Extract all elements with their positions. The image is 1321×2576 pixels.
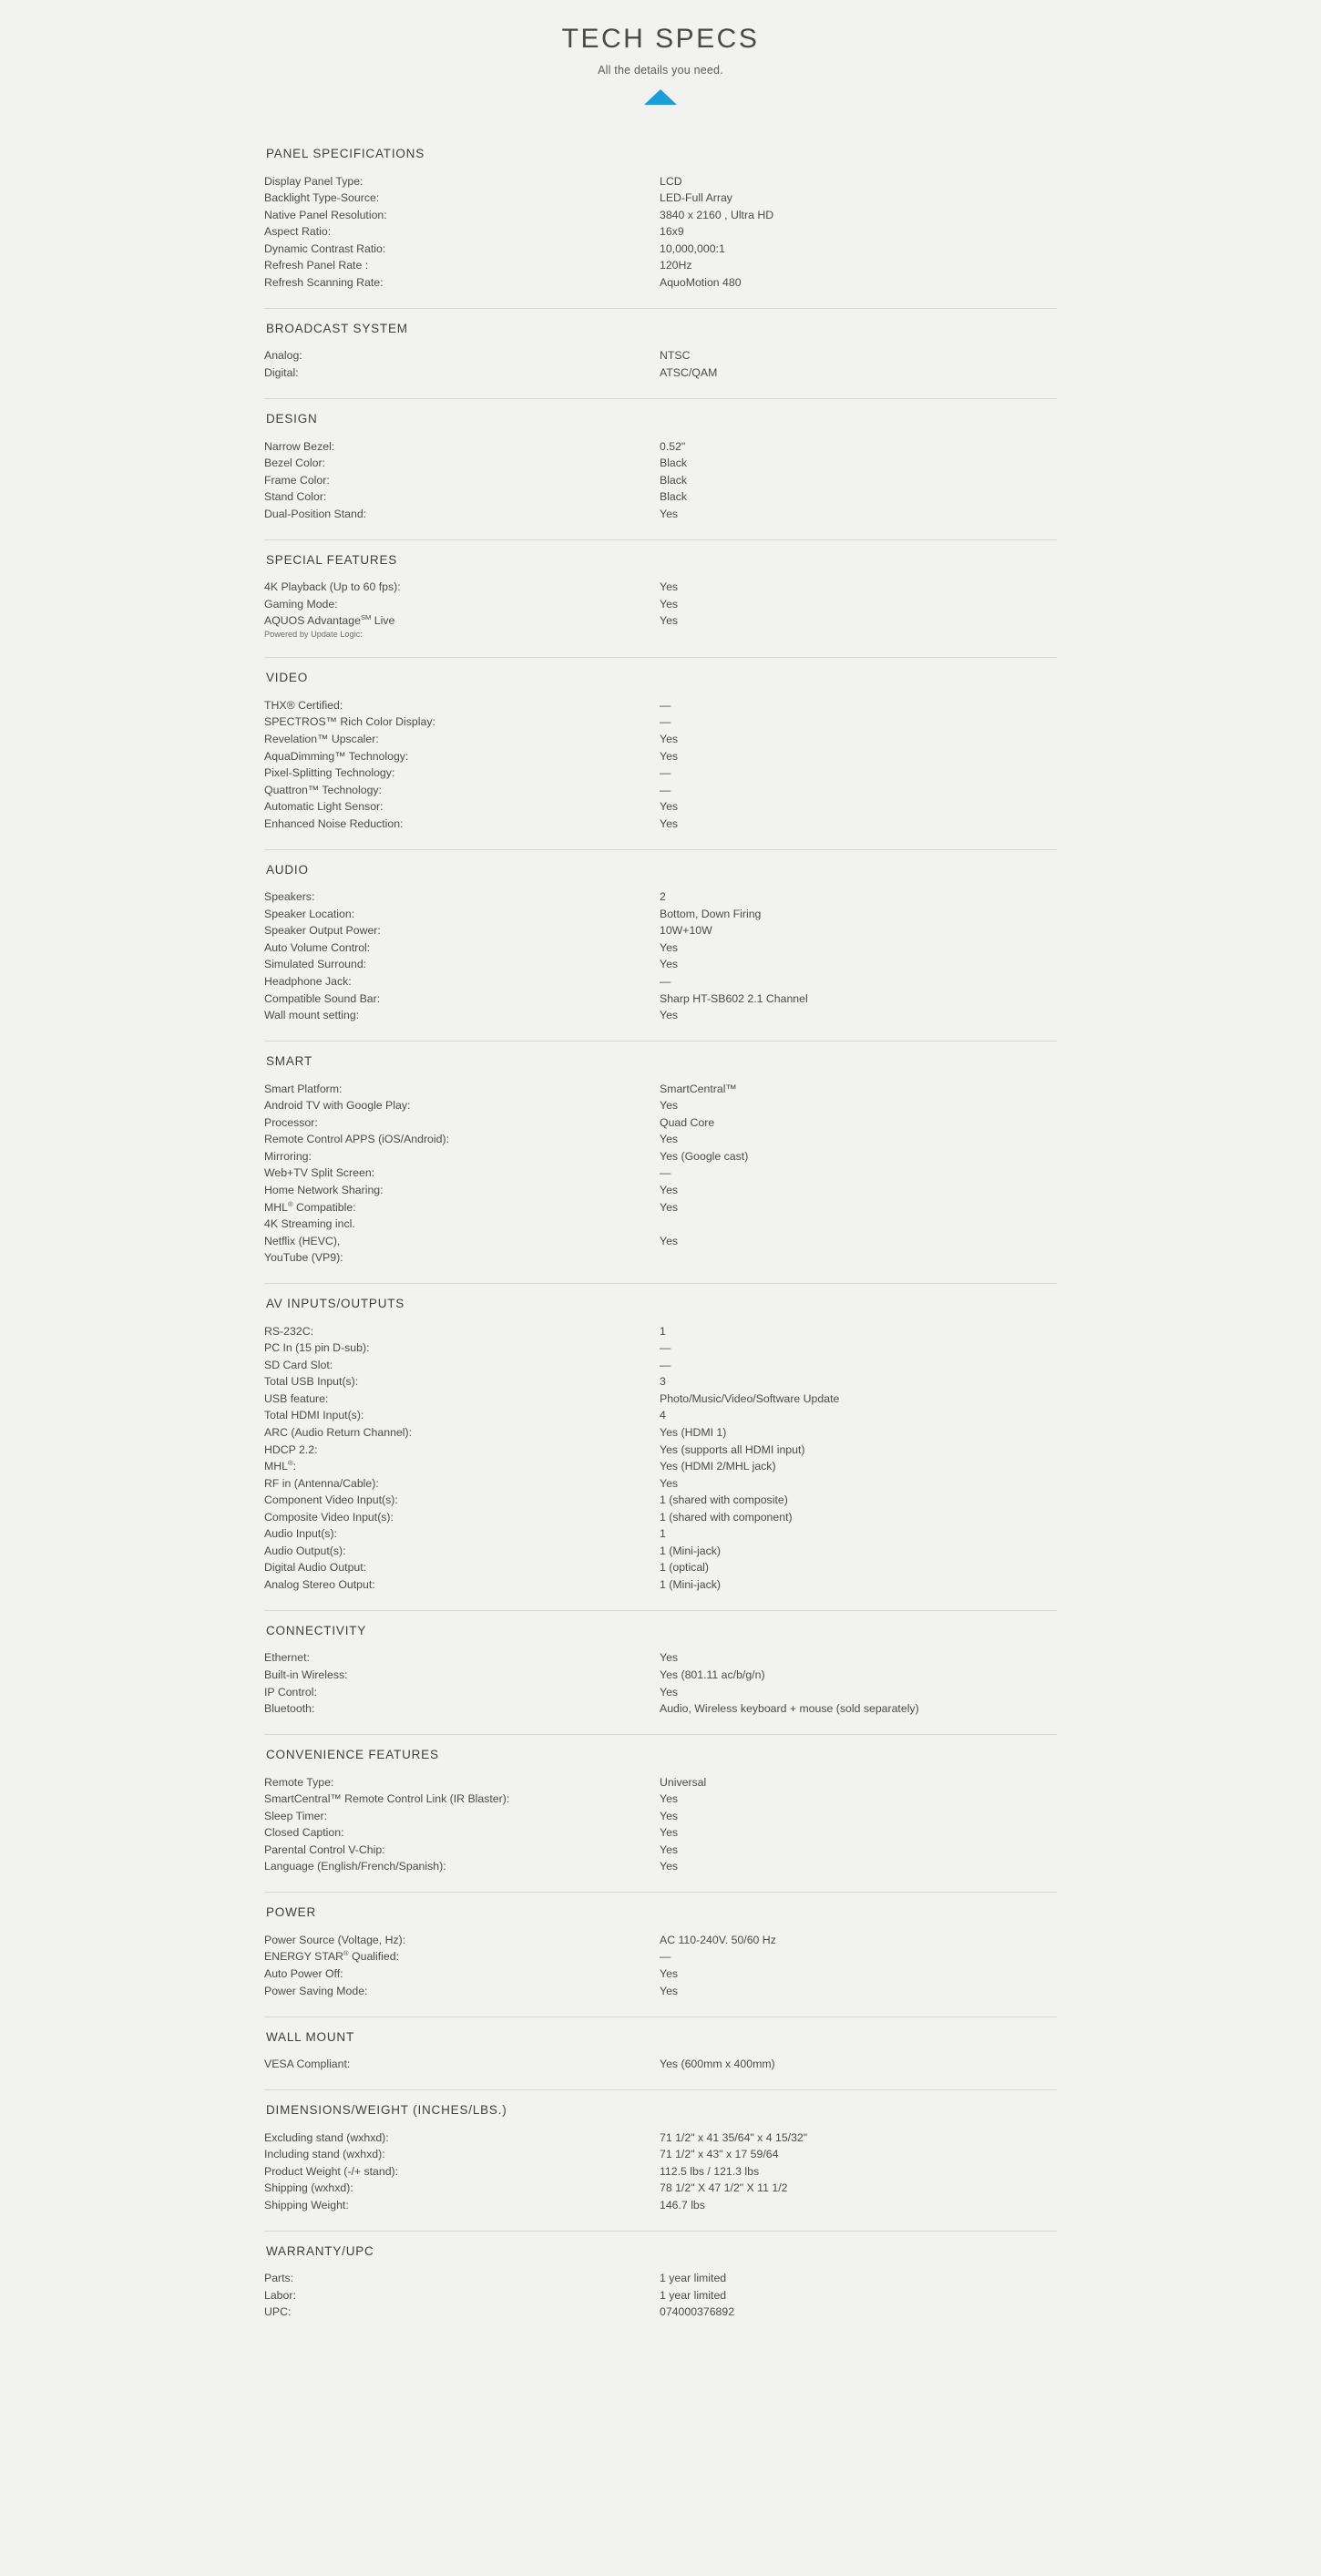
spec-label: Auto Volume Control:: [264, 940, 371, 954]
spec-table: [264, 697, 1057, 832]
table-row: [264, 1509, 1057, 1526]
spec-section: [264, 657, 1057, 848]
spec-label: RS-232C:: [264, 1324, 313, 1338]
spec-value: 1 year limited: [660, 2272, 727, 2285]
spec-value: 1 (shared with component): [660, 1510, 793, 1524]
spec-value: Yes (801.11 ac/b/g/n): [660, 1668, 765, 1681]
spec-value: 074000376892: [660, 2305, 735, 2319]
spec-value: Yes: [660, 614, 679, 628]
spec-value: 1 (Mini-jack): [660, 1544, 721, 1557]
table-row: [264, 506, 1057, 523]
table-row: [264, 782, 1057, 799]
spec-value: 71 1/2" x 43" x 17 59/64: [660, 2148, 779, 2161]
spec-label: Gaming Mode:: [264, 597, 338, 611]
spec-value: Yes: [660, 1651, 679, 1665]
spec-value: Black: [660, 457, 688, 470]
spec-label: Parental Control V-Chip:: [264, 1842, 385, 1856]
table-row: [264, 1458, 1057, 1475]
spec-label: Enhanced Noise Reduction:: [264, 816, 404, 830]
spec-label: Frame Color:: [264, 473, 330, 487]
spec-value: Black: [660, 490, 688, 504]
table-row: [264, 1442, 1057, 1459]
spec-value: Bottom, Down Firing: [660, 907, 762, 920]
spec-value: 71 1/2" x 41 35/64" x 4 15/32": [660, 2130, 808, 2144]
spec-label: Power Source (Voltage, Hz):: [264, 1933, 406, 1946]
spec-table: [264, 2057, 1057, 2074]
table-row: [264, 2163, 1057, 2181]
spec-value: 1 year limited: [660, 2288, 727, 2302]
spec-table: [264, 1774, 1057, 1875]
spec-label: Composite Video Input(s):: [264, 1510, 394, 1524]
spec-table: [264, 580, 1057, 641]
spec-value: 4: [660, 1409, 666, 1422]
spec-label: Shipping (wxhxd):: [264, 2181, 353, 2195]
spec-value: 1 (shared with composite): [660, 1493, 788, 1507]
table-row: [264, 455, 1057, 472]
spec-label: Narrow Bezel:: [264, 439, 335, 453]
spec-value: Yes (supports all HDMI input): [660, 1442, 805, 1456]
spec-label: Netflix (HEVC),: [264, 1234, 341, 1247]
spec-label: Built-in Wireless:: [264, 1668, 348, 1681]
spec-value: 1: [660, 1527, 666, 1541]
spec-label: VESA Compliant:: [264, 2058, 351, 2071]
spec-label: 4K Streaming incl.: [264, 1217, 355, 1231]
spec-label: Dynamic Contrast Ratio:: [264, 241, 386, 255]
spec-value: Yes (Google cast): [660, 1149, 749, 1163]
table-row: [264, 2057, 1057, 2074]
spec-label: AQUOS Advantage℠ Live Powered by Update Logic:: [264, 613, 660, 641]
table-row: [264, 596, 1057, 613]
table-row: [264, 906, 1057, 923]
table-row: [264, 1949, 1057, 1966]
spec-section: [264, 2017, 1057, 2090]
spec-section-title: VIDEO: [266, 671, 309, 685]
table-row: [264, 2197, 1057, 2214]
table-row: [264, 748, 1057, 765]
spec-value: LCD: [660, 174, 682, 188]
spec-table: [264, 173, 1057, 292]
spec-value: Yes: [660, 1133, 679, 1146]
spec-label: Analog:: [264, 349, 302, 363]
spec-label: Smart Platform:: [264, 1082, 343, 1095]
spec-value: Universal: [660, 1775, 707, 1789]
spec-value: —: [660, 1950, 671, 1964]
spec-value: 10,000,000:1: [660, 241, 725, 255]
table-row: [264, 1932, 1057, 1949]
table-row: [264, 731, 1057, 748]
table-row: [264, 580, 1057, 597]
spec-label: Bezel Color:: [264, 457, 325, 470]
table-row: [264, 190, 1057, 208]
spec-value: Black: [660, 473, 688, 487]
spec-section: [264, 147, 1057, 308]
table-row: [264, 1825, 1057, 1842]
spec-label: Speaker Output Power:: [264, 924, 381, 938]
table-row: [264, 274, 1057, 292]
table-row: [264, 1791, 1057, 1809]
spec-label: Product Weight (-/+ stand):: [264, 2164, 399, 2178]
spec-label: Dual-Position Stand:: [264, 507, 367, 520]
spec-value: —: [660, 975, 671, 989]
spec-label: YouTube (VP9):: [264, 1251, 343, 1265]
spec-section: [264, 1041, 1057, 1283]
spec-label: RF in (Antenna/Cable):: [264, 1476, 379, 1490]
spec-value: AC 110-240V. 50/60 Hz: [660, 1933, 776, 1946]
table-row: [264, 2271, 1057, 2288]
spec-section-title: SPECIAL FEATURES: [266, 552, 398, 567]
spec-label: THX® Certified:: [264, 698, 343, 712]
spec-label: Home Network Sharing:: [264, 1183, 384, 1196]
spec-label: Native Panel Resolution:: [264, 208, 387, 221]
table-row: [264, 1667, 1057, 1684]
spec-section: [264, 1892, 1057, 2016]
spec-label: Android TV with Google Play:: [264, 1099, 411, 1113]
spec-value: Yes: [660, 733, 679, 746]
spec-section: [264, 398, 1057, 539]
table-row: [264, 224, 1057, 241]
spec-value: Yes (HDMI 1): [660, 1425, 727, 1439]
table-row: [264, 489, 1057, 507]
table-row: [264, 1008, 1057, 1025]
spec-table: [264, 1081, 1057, 1267]
spec-label: Digital Audio Output:: [264, 1561, 367, 1575]
page-subtitle: All the details you need.: [598, 64, 723, 77]
spec-section: [264, 2089, 1057, 2231]
table-row: [264, 2130, 1057, 2147]
spec-label: Simulated Surround:: [264, 958, 367, 971]
spec-label-note: Powered by Update Logic:: [264, 629, 363, 639]
spec-table: [264, 1932, 1057, 1999]
spec-value: 146.7 lbs: [660, 2198, 705, 2212]
table-row: [264, 2287, 1057, 2304]
spec-section: [264, 2231, 1057, 2338]
table-row: [264, 2181, 1057, 2198]
table-row: [264, 2304, 1057, 2322]
spec-label: Excluding stand (wxhxd):: [264, 2130, 389, 2144]
spec-value: Yes: [660, 1860, 679, 1873]
specs-content: [264, 147, 1057, 2337]
spec-section: [264, 1283, 1057, 1610]
spec-label: Language (English/French/Spanish):: [264, 1860, 446, 1873]
spec-section-title: AV INPUTS/OUTPUTS: [266, 1297, 405, 1311]
spec-label: Total HDMI Input(s):: [264, 1409, 364, 1422]
spec-value: Yes: [660, 580, 679, 594]
spec-label: Automatic Light Sensor:: [264, 800, 384, 814]
table-row: [264, 1165, 1057, 1183]
spec-section-title: WALL MOUNT: [266, 2029, 355, 2044]
spec-section-title: SMART: [266, 1054, 313, 1069]
spec-value: —: [660, 783, 671, 796]
table-row: [264, 1391, 1057, 1408]
spec-value: Yes: [660, 507, 679, 520]
spec-value: Yes: [660, 597, 679, 611]
table-row: [264, 816, 1057, 833]
spec-label: MHL® Compatible:: [264, 1199, 356, 1214]
table-row: [264, 2147, 1057, 2164]
spec-label: Total USB Input(s):: [264, 1375, 359, 1389]
spec-value: Yes (HDMI 2/MHL jack): [660, 1460, 776, 1473]
table-row: [264, 173, 1057, 190]
table-row: [264, 1216, 1057, 1233]
spec-label: USB feature:: [264, 1391, 329, 1405]
spec-table: [264, 1650, 1057, 1718]
spec-section-title: CONVENIENCE FEATURES: [266, 1748, 439, 1762]
spec-value: NTSC: [660, 349, 691, 363]
table-row: [264, 939, 1057, 957]
spec-section-title: CONNECTIVITY: [266, 1623, 367, 1637]
table-row: [264, 1199, 1057, 1216]
spec-table: [264, 348, 1057, 382]
table-row: [264, 799, 1057, 816]
spec-label: Mirroring:: [264, 1149, 312, 1163]
spec-value: 120Hz: [660, 259, 692, 272]
table-row: [264, 1650, 1057, 1668]
spec-label: Closed Caption:: [264, 1826, 344, 1840]
spec-label: Speaker Location:: [264, 907, 355, 920]
table-row: [264, 364, 1057, 382]
spec-value: Yes: [660, 1792, 679, 1806]
spec-label: Sleep Timer:: [264, 1809, 328, 1822]
table-row: [264, 889, 1057, 907]
spec-section: [264, 308, 1057, 398]
spec-value: Sharp HT-SB602 2.1 Channel: [660, 991, 808, 1005]
table-row: [264, 923, 1057, 940]
table-row: [264, 1374, 1057, 1391]
spec-label: Parts:: [264, 2272, 294, 2285]
spec-label: PC In (15 pin D-sub):: [264, 1341, 370, 1355]
spec-label: Stand Color:: [264, 490, 327, 504]
spec-value: 3: [660, 1375, 666, 1389]
table-row: [264, 697, 1057, 714]
spec-section-title: DIMENSIONS/WEIGHT (INCHES/LBS.): [266, 2103, 507, 2118]
spec-label: Aspect Ratio:: [264, 225, 332, 239]
spec-value: [660, 1250, 1057, 1267]
spec-label: IP Control:: [264, 1685, 317, 1699]
spec-label: Remote Control APPS (iOS/Android):: [264, 1133, 449, 1146]
spec-label: Refresh Scanning Rate:: [264, 275, 384, 289]
spec-label: SmartCentral™ Remote Control Link (IR Blaster):: [264, 1792, 510, 1806]
spec-label: AquaDimming™ Technology:: [264, 749, 409, 763]
spec-value: SmartCentral™: [660, 1082, 737, 1095]
spec-value: 1 (optical): [660, 1561, 709, 1575]
spec-table: [264, 2271, 1057, 2322]
table-row: [264, 438, 1057, 456]
spec-value: Yes: [660, 816, 679, 830]
spec-label: Remote Type:: [264, 1775, 334, 1789]
spec-label: Web+TV Split Screen:: [264, 1166, 375, 1180]
table-row: [264, 241, 1057, 258]
spec-label: Display Panel Type:: [264, 174, 364, 188]
spec-label: HDCP 2.2:: [264, 1442, 318, 1456]
spec-label: Quattron™ Technology:: [264, 783, 382, 796]
spec-table: [264, 2130, 1057, 2214]
spec-section: [264, 539, 1057, 658]
table-row: [264, 1408, 1057, 1425]
table-row: [264, 1983, 1057, 2000]
spec-label: ARC (Audio Return Channel):: [264, 1425, 412, 1439]
spec-value: 10W+10W: [660, 924, 712, 938]
spec-value: Yes: [660, 1183, 679, 1196]
spec-value: Yes: [660, 1200, 679, 1214]
spec-label: Audio Input(s):: [264, 1527, 337, 1541]
spec-label: Pixel-Splitting Technology:: [264, 766, 395, 780]
spec-value: Photo/Music/Video/Software Update: [660, 1391, 840, 1405]
spec-label: ENERGY STAR® Qualified:: [264, 1949, 399, 1964]
spec-value: 1: [660, 1324, 666, 1338]
page-title: TECH SPECS: [561, 24, 760, 54]
spec-value: Yes: [660, 1009, 679, 1022]
spec-value: Yes: [660, 1476, 679, 1490]
spec-value: Yes: [660, 800, 679, 814]
table-row: [264, 1774, 1057, 1791]
spec-label: Auto Power Off:: [264, 1967, 343, 1980]
spec-value: Yes: [660, 958, 679, 971]
spec-value: 0.52": [660, 439, 686, 453]
spec-section-title: POWER: [266, 1905, 317, 1920]
spec-value: Yes: [660, 1984, 679, 1997]
page-header: [0, 16, 1321, 105]
spec-label: Backlight Type-Source:: [264, 191, 380, 205]
table-row: [264, 1081, 1057, 1098]
table-row: [264, 1526, 1057, 1544]
spec-value: Yes: [660, 1826, 679, 1840]
spec-section-title: WARRANTY/UPC: [266, 2243, 374, 2258]
table-row: [264, 1493, 1057, 1510]
spec-label: Speakers:: [264, 890, 315, 904]
spec-value: —: [660, 1341, 671, 1355]
table-row: [264, 1424, 1057, 1442]
spec-value: [660, 1216, 1057, 1233]
table-row: [264, 1357, 1057, 1374]
spec-value: Yes: [660, 1967, 679, 1980]
table-row: [264, 1340, 1057, 1358]
table-row: [264, 990, 1057, 1008]
spec-table: [264, 1323, 1057, 1594]
spec-value: —: [660, 1358, 671, 1371]
spec-value: —: [660, 1166, 671, 1180]
spec-value: ATSC/QAM: [660, 365, 718, 379]
spec-label: Power Saving Mode:: [264, 1984, 368, 1997]
table-row: [264, 765, 1057, 783]
spec-label: Wall mount setting:: [264, 1009, 360, 1022]
spec-label: Ethernet:: [264, 1651, 310, 1665]
spec-label: Headphone Jack:: [264, 975, 352, 989]
spec-label: Processor:: [264, 1115, 318, 1129]
table-row: [264, 1808, 1057, 1825]
spec-section: [264, 849, 1057, 1041]
spec-label: Labor:: [264, 2288, 296, 2302]
table-row: [264, 1965, 1057, 1983]
table-row: [264, 1475, 1057, 1493]
spec-label: Shipping Weight:: [264, 2198, 349, 2212]
table-row: [264, 1560, 1057, 1577]
table-row: [264, 1859, 1057, 1876]
spec-value: Yes: [660, 749, 679, 763]
table-row: [264, 957, 1057, 974]
spec-label: Compatible Sound Bar:: [264, 991, 381, 1005]
spec-label: MHL®:: [264, 1458, 296, 1473]
table-row: [264, 1132, 1057, 1149]
spec-label: SPECTROS™ Rich Color Display:: [264, 715, 435, 729]
spec-label: 4K Playback (Up to 60 fps):: [264, 580, 401, 594]
spec-value: Yes: [660, 1099, 679, 1113]
spec-value: Yes (600mm x 400mm): [660, 2058, 775, 2071]
spec-label: Analog Stereo Output:: [264, 1577, 375, 1591]
table-row: [264, 1842, 1057, 1859]
spec-label: SD Card Slot:: [264, 1358, 333, 1371]
table-row: [264, 1576, 1057, 1594]
spec-section: [264, 1734, 1057, 1892]
spec-section-title: BROADCAST SYSTEM: [266, 321, 408, 335]
table-row: [264, 1148, 1057, 1165]
table-row: [264, 1182, 1057, 1199]
spec-section: [264, 1610, 1057, 1734]
spec-value: —: [660, 766, 671, 780]
spec-value: 16x9: [660, 225, 684, 239]
table-row: [264, 1098, 1057, 1115]
spec-label: Digital:: [264, 365, 299, 379]
spec-value: Yes: [660, 940, 679, 954]
spec-table: [264, 438, 1057, 523]
spec-value: Quad Core: [660, 1115, 715, 1129]
spec-value: Yes: [660, 1234, 679, 1247]
table-row: [264, 1323, 1057, 1340]
spec-label: Bluetooth:: [264, 1702, 315, 1716]
table-row: [264, 1684, 1057, 1701]
table-row: [264, 348, 1057, 365]
spec-label: Audio Output(s):: [264, 1544, 346, 1557]
table-row: [264, 1543, 1057, 1560]
spec-value: 1 (Mini-jack): [660, 1577, 721, 1591]
table-row: [264, 613, 1057, 641]
table-row: [264, 1233, 1057, 1250]
spec-label: UPC:: [264, 2305, 292, 2319]
spec-label: Revelation™ Upscaler:: [264, 733, 379, 746]
table-row: [264, 207, 1057, 224]
spec-value: 112.5 lbs / 121.3 lbs: [660, 2164, 760, 2178]
spec-value: AquoMotion 480: [660, 275, 742, 289]
spec-section-title: AUDIO: [266, 862, 309, 877]
spec-value: —: [660, 715, 671, 729]
spec-value: Yes: [660, 1809, 679, 1822]
spec-label: Refresh Panel Rate :: [264, 259, 369, 272]
table-row: [264, 973, 1057, 990]
spec-label: Component Video Input(s):: [264, 1493, 398, 1507]
triangle-accent-icon: [644, 89, 677, 105]
spec-label: Including stand (wxhxd):: [264, 2148, 385, 2161]
spec-value: 2: [660, 890, 666, 904]
table-row: [264, 1114, 1057, 1132]
spec-value: 3840 x 2160 , Ultra HD: [660, 208, 774, 221]
table-row: [264, 1250, 1057, 1267]
table-row: [264, 1700, 1057, 1718]
spec-section-title: DESIGN: [266, 411, 318, 426]
spec-value: Yes: [660, 1842, 679, 1856]
table-row: [264, 714, 1057, 732]
spec-table: [264, 889, 1057, 1024]
table-row: [264, 472, 1057, 489]
spec-section-title: PANEL SPECIFICATIONS: [266, 147, 425, 160]
spec-value: Yes: [660, 1685, 679, 1699]
spec-value: LED-Full Array: [660, 191, 732, 205]
spec-value: —: [660, 698, 671, 712]
spec-value: Audio, Wireless keyboard + mouse (sold separately): [660, 1702, 919, 1716]
table-row: [264, 258, 1057, 275]
spec-value: 78 1/2" X 47 1/2" X 11 1/2: [660, 2181, 788, 2195]
